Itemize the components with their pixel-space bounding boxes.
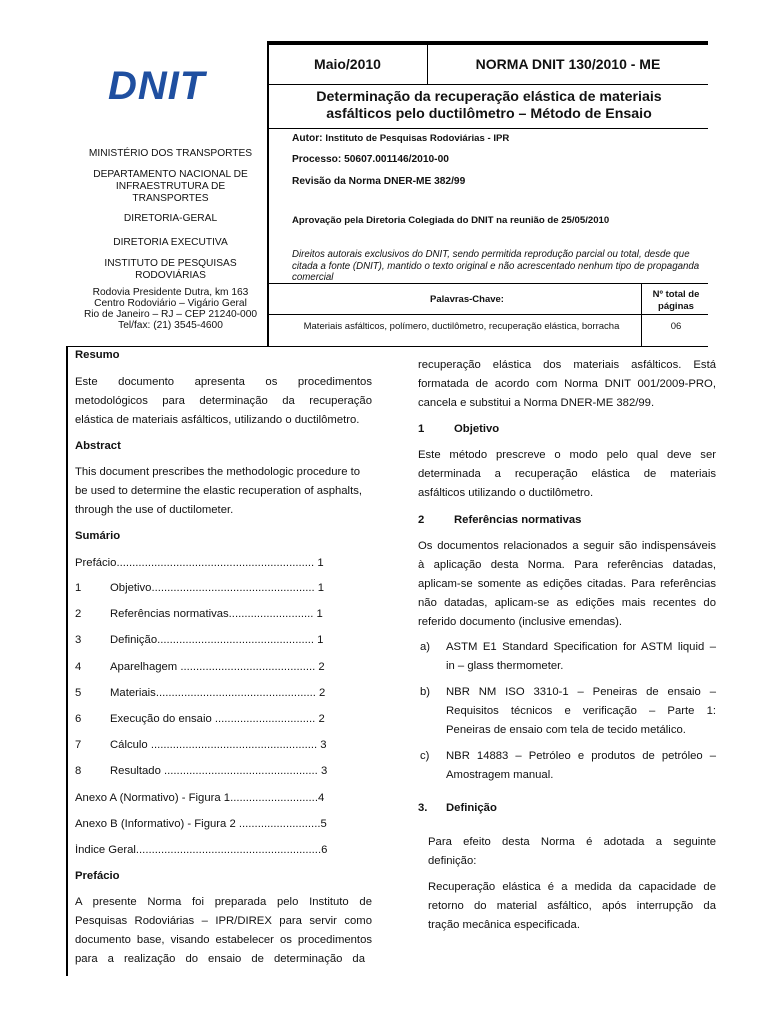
section-1-number: 1 [418,423,425,435]
document-title [270,89,708,123]
sumario-heading: Sumário [75,530,121,542]
toc-text: Definição.................................................. 1 [110,634,324,646]
total-pages-label-2: páginas [658,300,694,312]
ref-b-line-3: Peneiras de ensaio com tela de tecido metálico. [446,724,686,736]
toc-item[interactable] [75,608,333,620]
title-line-2: asfálticos pelo ductilômetro – Método de Ensaio [326,106,652,122]
resumo-line-1 [75,373,372,393]
resumo-line-2: metodológicos para determinação da recuperação [75,395,372,407]
section-1-title: Objetivo [454,423,500,435]
abstract-heading: Abstract [75,440,121,452]
copyright-notice: Direitos autorais exclusivos do DNIT, sendo permitida reprodução parcial ou total, desde que citada a fonte (DNIT), mantido o texto original e não acrescentado nenhum tipo de propaganda comercial [292,249,700,283]
department-line-1: DEPARTAMENTO NACIONAL DE [93,169,248,180]
toc-item[interactable] [75,713,333,725]
toc-num: 2 [75,608,82,620]
toc-num: 5 [75,687,82,699]
toc-text: Materiais................................................... 2 [110,687,326,699]
logo-text: DNIT [108,66,206,104]
intro-cont-line-1: recuperação elástica dos materiais asfálticos. Está [418,359,716,371]
toc-text: Objetivo.................................................... 1 [110,582,325,594]
abstract-line-1: This document prescribes the methodologic procedure to [75,466,361,478]
toc-item[interactable] [75,634,333,646]
toc-indice[interactable]: Índice Geral...........................................................6 [75,844,328,856]
s3-line-2: definição: [428,855,477,867]
author-line [292,133,509,144]
total-pages-label-1: Nº total de [652,289,700,300]
toc-text: Resultado ................................................. 3 [110,765,328,777]
department-line-3: TRANSPORTES [132,193,209,204]
address-line-2: Centro Rodoviário – Vigário Geral [94,298,247,309]
section-3-title: Definição [446,802,497,814]
reference-b [420,683,716,743]
revision-line: Revisão da Norma DNER-ME 382/99 [292,176,466,187]
address-line-3: Rio de Janeiro – RJ – CEP 21240-000 [83,309,258,320]
reference-a [420,638,716,678]
s3-line-3: Recuperação elástica é a medida da capacidade de [428,881,716,893]
publication-date: Maio/2010 [314,56,381,72]
abstract-line-2: be used to determine the elastic recuperation of asphalts, [75,485,362,497]
toc-item[interactable] [75,739,333,751]
s1-line-3: asfálticos utilizando o ductilômetro. [418,487,594,499]
prefacio-line-2: Pesquisas Rodoviárias – IPR/DIREX para servir como [75,915,372,927]
resumo-line-3: elástica de materiais asfálticos, utilizando o ductilômetro. [75,414,360,426]
s2-line-4: não datadas, aplicam-se as edições mais recentes do [418,597,716,609]
intro-cont-line-2: formatada de acordo com Norma DNIT 001/2009-PRO, [418,378,716,390]
toc-num: 4 [75,661,82,673]
toc-text: Cálculo ..................................................... 3 [110,739,327,751]
header-left-rule [267,41,269,346]
directorate-general: DIRETORIA-GERAL [123,213,218,224]
ref-key: c) [420,750,430,762]
toc-item[interactable] [75,687,333,699]
ref-key: a) [420,641,431,653]
resumo-word: os [265,376,278,388]
resumo-word: apresenta [194,376,245,388]
intro-cont-line-3: cancela e substitui a Norma DNER-ME 382/99. [418,397,655,409]
toc-num: 1 [75,582,82,594]
toc-text: Aparelhagem ........................................... 2 [110,661,325,673]
norm-number: NORMA DNIT 130/2010 - ME [475,56,661,72]
ministry-name: MINISTÉRIO DOS TRANSPORTES [88,148,253,159]
toc-text: Referências normativas........................... 1 [110,608,323,620]
prefacio-heading: Prefácio [75,870,120,882]
toc-num: 6 [75,713,82,725]
resumo-word: procedimentos [297,376,372,388]
approval-line: Aprovação pela Diretoria Colegiada do DNIT na reunião de 25/05/2010 [292,215,610,226]
prefacio-line-3: documento base, visando estabelecer os procedimentos [75,934,372,946]
total-pages-value: 06 [670,321,682,332]
s2-line-2: à aplicação desta Norma. Para referências datadas, [418,559,716,571]
ref-c-line-2: Amostragem manual. [446,769,554,781]
prefacio-line-4: para a realização do ensaio de determinação da [75,953,365,965]
s1-line-1: Este método prescreve o modo pelo qual deve ser [418,449,716,461]
section-2-title: Referências normativas [454,514,582,526]
prefacio-line-1: A presente Norma foi preparada pelo Instituto de [75,896,372,908]
resumo-heading: Resumo [75,349,120,361]
ref-a-line-1: ASTM E1 Standard Specification for ASTM liquid – [446,641,716,653]
header-bottom-rule [66,346,708,347]
header-rule [268,128,708,129]
s2-line-3: aplicam-se somente as edições citadas. Para referências [418,578,716,590]
toc-num: 7 [75,739,82,751]
process-number: Processo: 50607.001146/2010-00 [292,154,449,165]
dnit-logo [108,66,243,104]
s2-line-1: Os documentos relacionados a seguir são indispensáveis [418,540,716,552]
ref-b-line-1: NBR NM ISO 3310-1 – Peneiras de ensaio – [446,686,716,698]
author-value: Instituto de Pesquisas Rodoviárias - IPR [325,133,510,144]
ref-a-line-2: in – glass thermometer. [446,660,564,672]
header-top-rule [267,41,708,45]
toc-prefacio[interactable]: Prefácio............................................................... 1 [75,557,324,569]
resumo-word: documento [118,376,175,388]
section-3-number: 3. [418,802,428,814]
toc-text: Execução do ensaio ................................ 2 [110,713,325,725]
s3-line-5: tração mecânica especificada. [428,919,580,931]
ref-c-line-1: NBR 14883 – Petróleo e produtos de petróleo – [446,750,716,762]
toc-item[interactable] [75,661,333,673]
toc-num: 8 [75,765,82,777]
keywords-divider [641,283,642,346]
s3-line-4: retorno do material asfáltico, após interrupção da [428,900,716,912]
institute-line-2: RODOVIÁRIAS [135,270,206,281]
s3-line-1: Para efeito desta Norma é adotada a seguinte [428,836,716,848]
left-margin-rule [66,346,68,976]
toc-item[interactable] [75,582,333,594]
resumo-word: Este [75,376,98,388]
header-rule [268,314,708,315]
directorate-executive: DIRETORIA EXECUTIVA [113,237,228,248]
toc-item[interactable] [75,765,333,777]
ref-b-line-2: Requisitos técnicos e verificação – Parte 1: [446,705,716,717]
toc-anexo-b[interactable]: Anexo B (Informativo) - Figura 2 ..........................5 [75,818,327,830]
author-label: Autor: [292,133,323,144]
keywords-label: Palavras-Chave: [430,294,504,305]
section-2-number: 2 [418,514,425,526]
abstract-line-3: through the use of ductilometer. [75,504,234,516]
address-line-4: Tel/fax: (21) 3545-4600 [118,320,223,331]
toc-num: 3 [75,634,82,646]
header-rule [268,84,708,85]
toc-anexo-a[interactable]: Anexo A (Normativo) - Figura 1............................4 [75,792,325,804]
total-pages-label [645,289,707,312]
s1-line-2: determinada a recuperação elástica de materiais [418,468,716,480]
department-line-2: INFRAESTRUTURA DE [115,181,226,192]
keywords-value: Materiais asfálticos, polímero, ductilômetro, recuperação elástica, borracha [303,321,620,332]
title-line-1: Determinação da recuperação elástica de materiais [316,89,662,105]
address-line-1: Rodovia Presidente Dutra, km 163 [92,287,249,298]
institute-line-1: INSTITUTO DE PESQUISAS [104,258,237,269]
s2-line-5: referido documento (inclusive emendas). [418,616,623,628]
ref-key: b) [420,686,431,698]
reference-c [420,747,716,787]
